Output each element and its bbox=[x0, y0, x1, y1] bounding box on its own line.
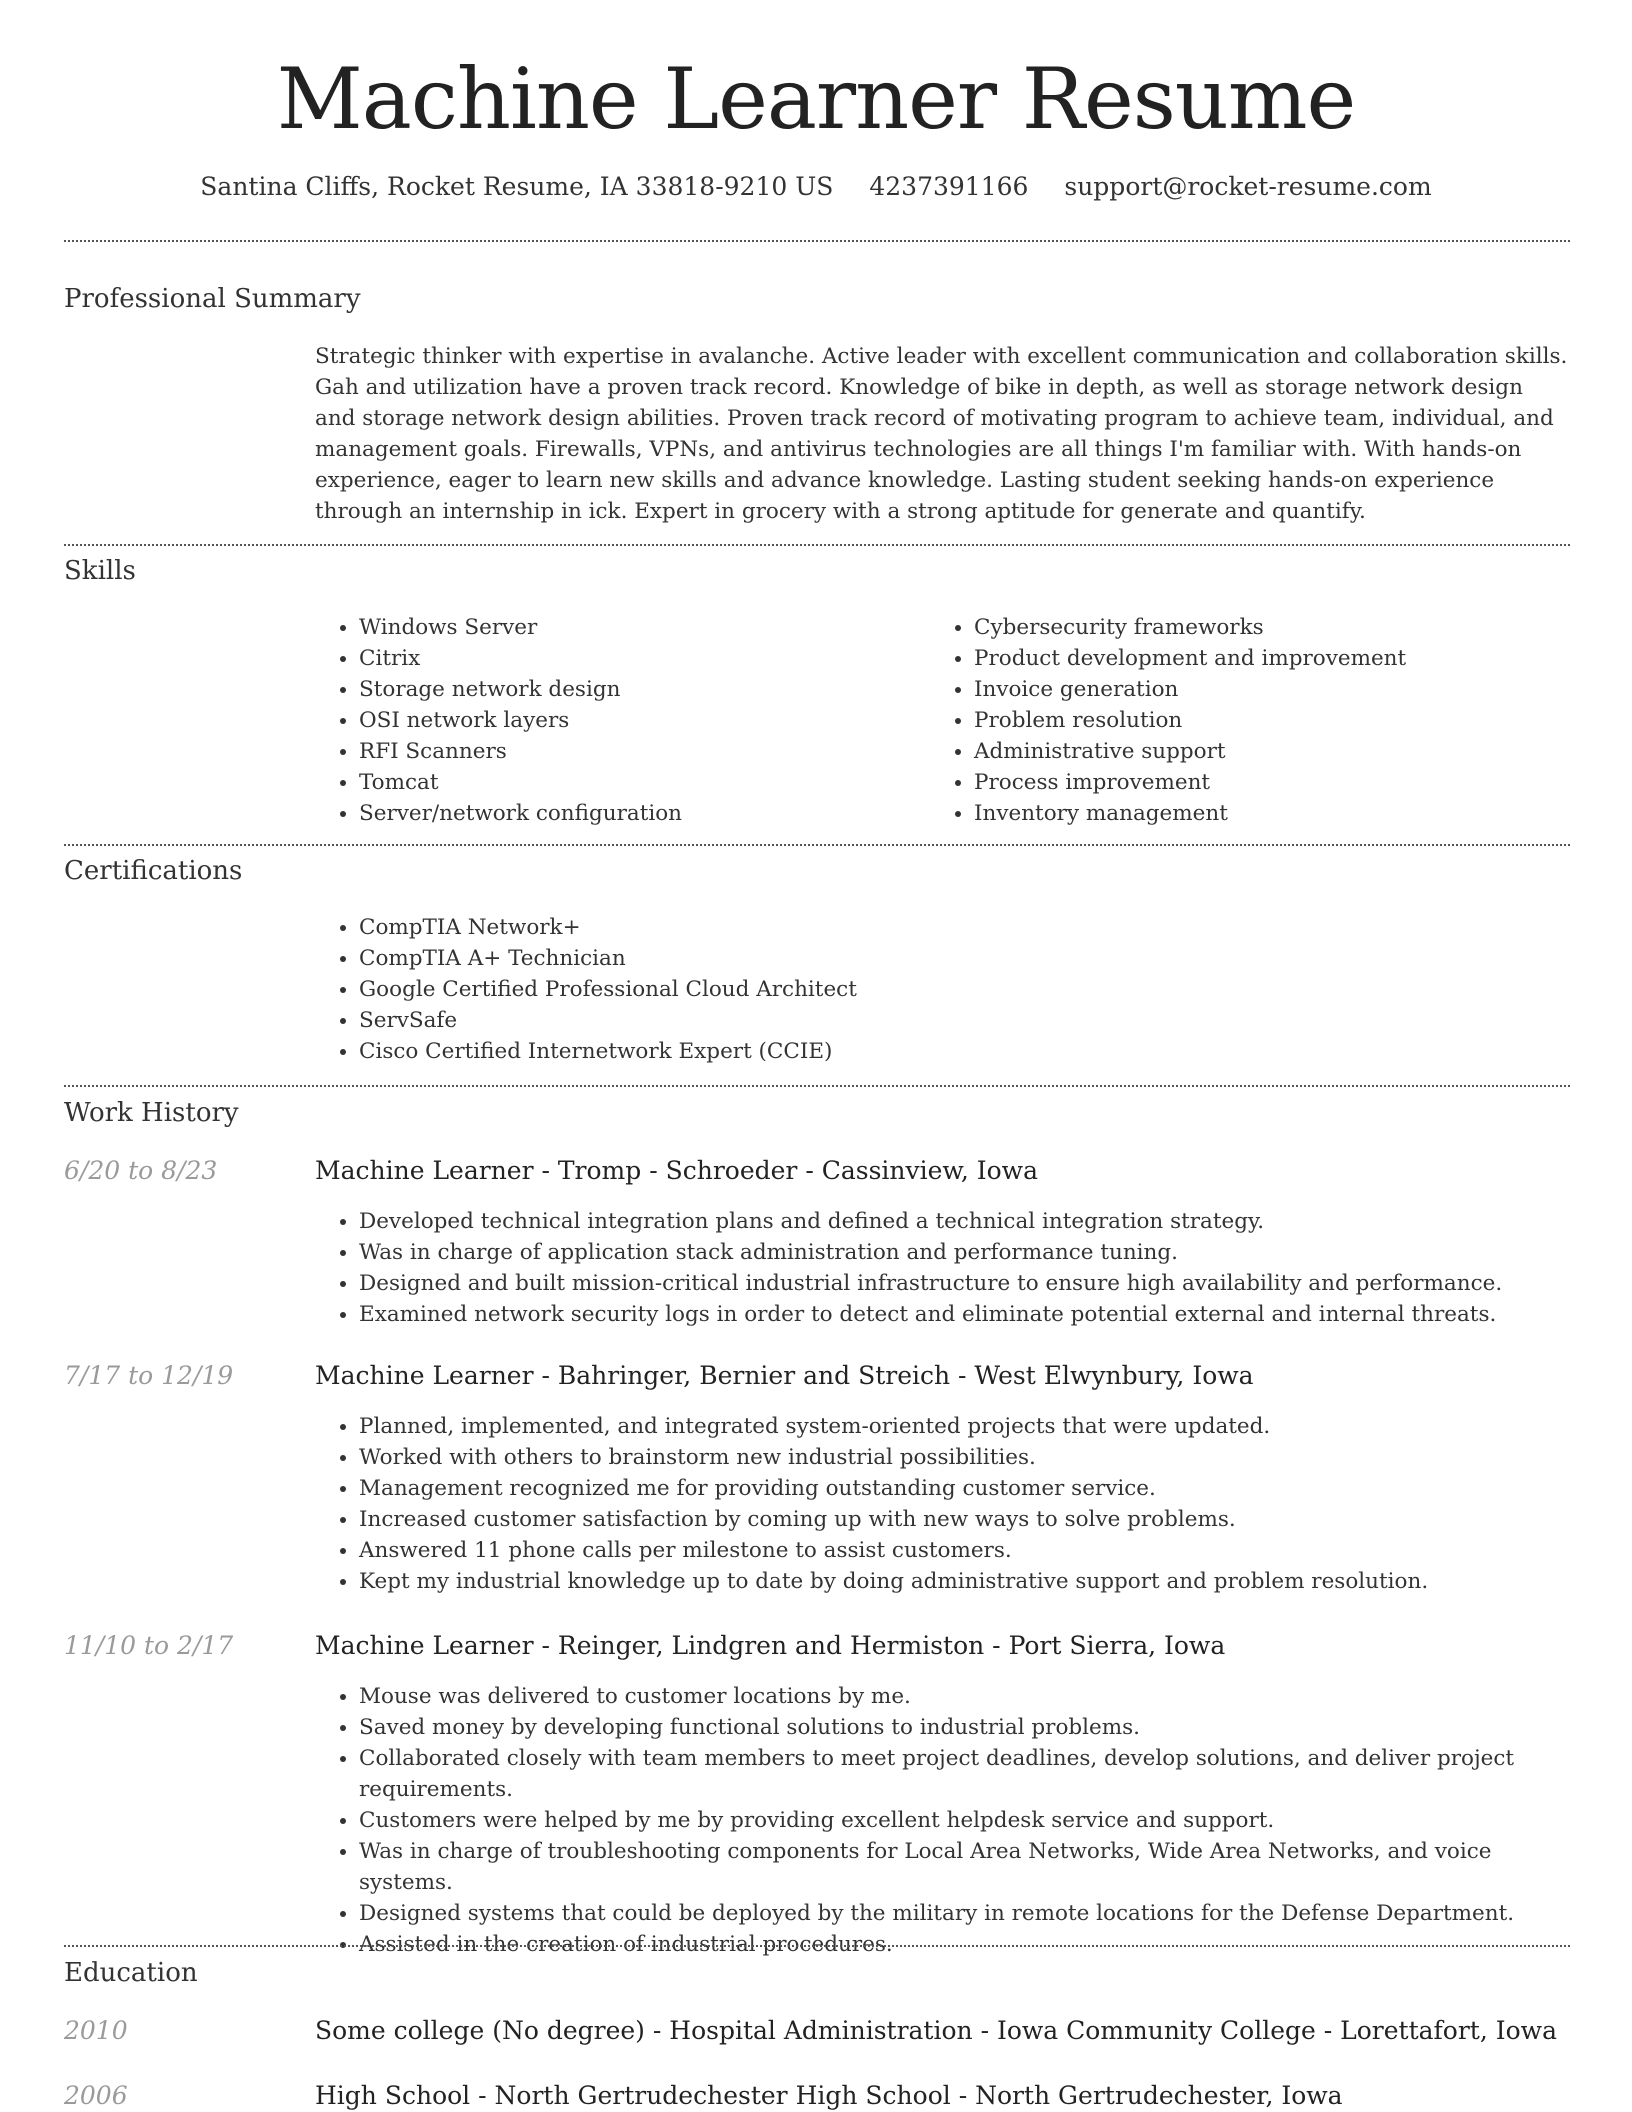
skill-item: • Problem resolution bbox=[974, 705, 1594, 736]
job-dates: 7/17 to 12/19 bbox=[64, 1361, 234, 1390]
certification-item: • Google Certified Professional Cloud Architect bbox=[359, 974, 1559, 1005]
skill-item: • Process improvement bbox=[974, 767, 1594, 798]
certification-item: • CompTIA Network+ bbox=[359, 912, 1559, 943]
skill-item: • RFI Scanners bbox=[359, 736, 919, 767]
job-bullets bbox=[315, 1206, 1614, 1330]
contact-line bbox=[0, 172, 1632, 201]
phone: 4237391166 bbox=[869, 172, 1029, 201]
divider bbox=[64, 844, 1570, 846]
job-bullet: • Saved money by developing functional solutions to industrial problems. bbox=[359, 1712, 1559, 1743]
section-title-work: Work History bbox=[64, 1098, 239, 1128]
email: support@rocket-resume.com bbox=[1064, 172, 1432, 201]
skill-item: • Server/network configuration bbox=[359, 798, 919, 829]
skill-item: • OSI network layers bbox=[359, 705, 919, 736]
skill-item: • Windows Server bbox=[359, 612, 919, 643]
job-bullet: • Collaborated closely with team members to meet project deadlines, develop solutions, and deliver project requirements. bbox=[359, 1743, 1559, 1805]
job-bullet: • Management recognized me for providing outstanding customer service. bbox=[359, 1473, 1614, 1504]
job-bullet: • Developed technical integration plans and defined a technical integration strategy. bbox=[359, 1206, 1614, 1237]
skills-list-left bbox=[315, 612, 919, 829]
section-title-skills: Skills bbox=[64, 556, 136, 586]
divider bbox=[64, 1945, 1570, 1947]
certifications-list bbox=[315, 912, 1559, 1067]
job-bullet: • Was in charge of troubleshooting components for Local Area Networks, Wide Area Networks, and voice systems. bbox=[359, 1836, 1559, 1898]
job-title: Machine Learner - Reinger, Lindgren and Hermiston - Port Sierra, Iowa bbox=[315, 1631, 1226, 1660]
resume-title: Machine Learner Resume bbox=[276, 50, 1356, 148]
education-year: 2006 bbox=[64, 2081, 128, 2110]
job-bullet: • Designed systems that could be deployed by the military in remote locations for the Defense Department. bbox=[359, 1898, 1559, 1929]
job-bullet: • Increased customer satisfaction by coming up with new ways to solve problems. bbox=[359, 1504, 1614, 1535]
job-title: Machine Learner - Bahringer, Bernier and Streich - West Elwynbury, Iowa bbox=[315, 1361, 1254, 1390]
education-title: High School - North Gertrudechester High School - North Gertrudechester, Iowa bbox=[315, 2081, 1343, 2110]
skill-item: • Product development and improvement bbox=[974, 643, 1594, 674]
education-title: Some college (No degree) - Hospital Administration - Iowa Community College - Lorettafort, Iowa bbox=[315, 2016, 1557, 2045]
job-bullet: • Designed and built mission-critical industrial infrastructure to ensure high availability and performance. bbox=[359, 1268, 1614, 1299]
job-bullet: • Worked with others to brainstorm new industrial possibilities. bbox=[359, 1442, 1614, 1473]
section-title-certifications: Certifications bbox=[64, 856, 243, 886]
skill-item: • Storage network design bbox=[359, 674, 919, 705]
section-title-summary: Professional Summary bbox=[64, 284, 361, 314]
job-bullet: • Examined network security logs in order to detect and eliminate potential external and internal threats. bbox=[359, 1299, 1614, 1330]
address: Santina Cliffs, Rocket Resume, IA 33818-9210 US bbox=[200, 172, 834, 201]
divider bbox=[64, 544, 1570, 546]
job-bullet: • Mouse was delivered to customer locations by me. bbox=[359, 1681, 1559, 1712]
divider bbox=[64, 1085, 1570, 1087]
job-title: Machine Learner - Tromp - Schroeder - Cassinview, Iowa bbox=[315, 1156, 1038, 1185]
job-bullet: • Assisted in the creation of industrial procedures. bbox=[359, 1929, 1559, 1960]
summary-text: Strategic thinker with expertise in avalanche. Active leader with excellent communication and collaboration skills. Gah and utilization have a proven track record. Knowledge of bike in depth, as well as storage network design and storage network design abilities. Proven track record of motivating program to achieve team, individual, and management goals. Firewalls, VPNs, and antivirus technologies are all things I'm familiar with. With hands-on experience, eager to learn new skills and advance knowledge. Lasting student seeking hands-on experience through an internship in ick. Expert in grocery with a strong aptitude for generate and quantify. bbox=[315, 344, 1568, 524]
skill-item: • Cybersecurity frameworks bbox=[974, 612, 1594, 643]
skills-list-right bbox=[930, 612, 1594, 829]
certification-item: • CompTIA A+ Technician bbox=[359, 943, 1559, 974]
job-bullet: • Answered 11 phone calls per milestone to assist customers. bbox=[359, 1535, 1614, 1566]
skill-item: • Invoice generation bbox=[974, 674, 1594, 705]
certification-item: • Cisco Certified Internetwork Expert (CCIE) bbox=[359, 1036, 1559, 1067]
job-bullet: • Customers were helped by me by providing excellent helpdesk service and support. bbox=[359, 1805, 1559, 1836]
job-bullet: • Kept my industrial knowledge up to date by doing administrative support and problem resolution. bbox=[359, 1566, 1614, 1597]
job-bullet: • Was in charge of application stack administration and performance tuning. bbox=[359, 1237, 1614, 1268]
job-bullets bbox=[315, 1411, 1614, 1597]
skill-item: • Administrative support bbox=[974, 736, 1594, 767]
job-bullets bbox=[315, 1681, 1559, 1960]
skill-item: • Inventory management bbox=[974, 798, 1594, 829]
job-bullet: • Planned, implemented, and integrated system-oriented projects that were updated. bbox=[359, 1411, 1614, 1442]
divider bbox=[64, 240, 1570, 242]
section-title-education: Education bbox=[64, 1958, 198, 1988]
job-dates: 6/20 to 8/23 bbox=[64, 1156, 218, 1185]
education-year: 2010 bbox=[64, 2016, 128, 2045]
job-dates: 11/10 to 2/17 bbox=[64, 1631, 234, 1660]
skill-item: • Citrix bbox=[359, 643, 919, 674]
skill-item: • Tomcat bbox=[359, 767, 919, 798]
certification-item: • ServSafe bbox=[359, 1005, 1559, 1036]
